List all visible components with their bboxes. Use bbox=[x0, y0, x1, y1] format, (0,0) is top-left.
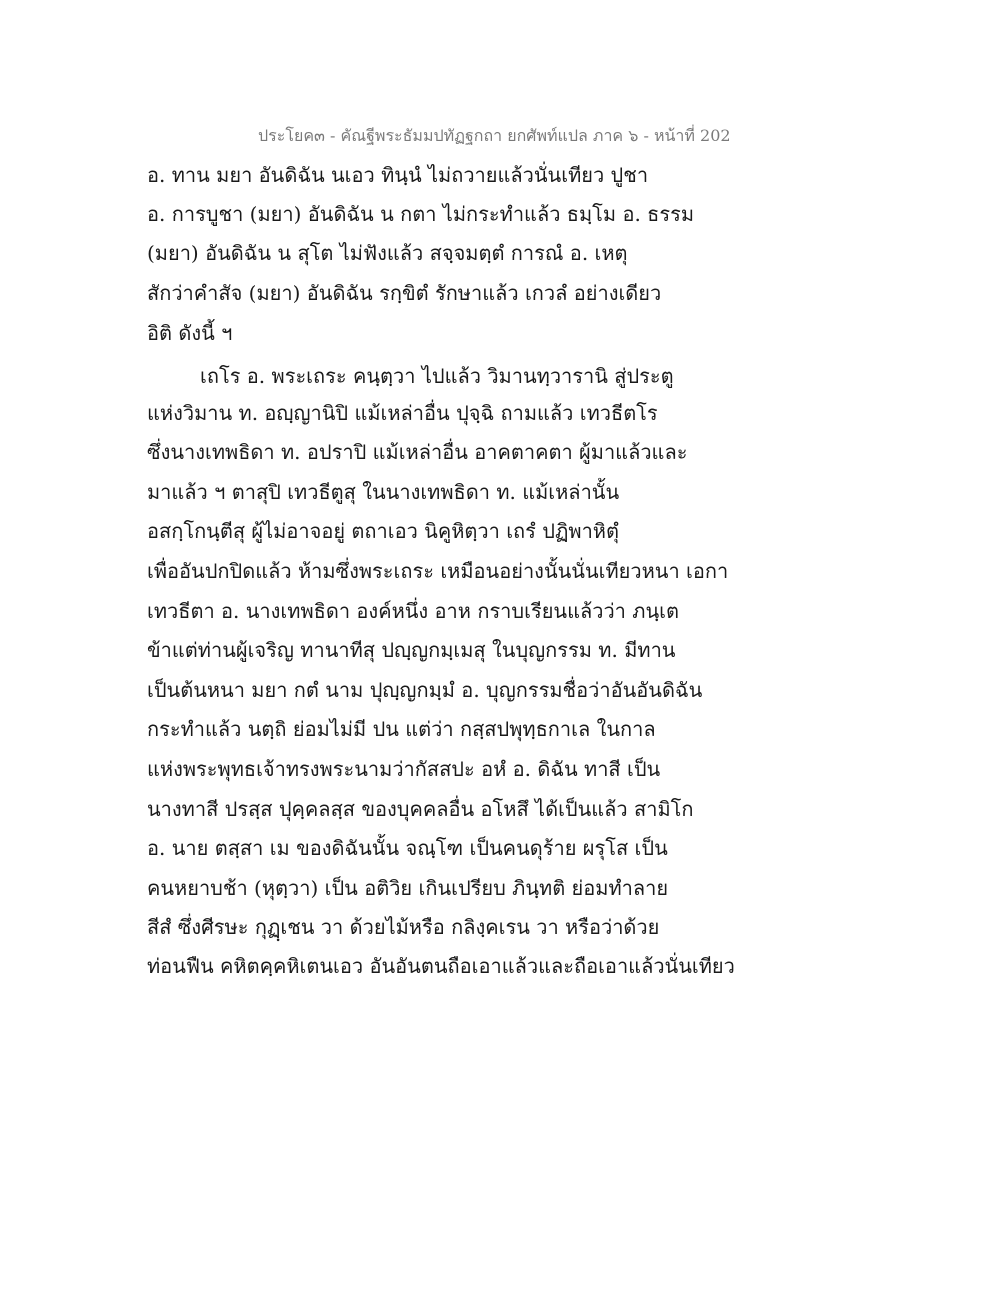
text-line: คนหยาบช้า (หุตฺวา) เป็น อติวิย เกินเปรียบ ภินฺทติ ย่อมทำลาย bbox=[147, 876, 669, 900]
text-line: เป็นต้นหนา มยา กตํ นาม ปุญฺญกมฺมํ อ. บุญกรรมชื่อว่าอันอันดิฉัน bbox=[147, 678, 703, 702]
text-line: อ. ทาน มยา อันดิฉัน นเอว ทินฺนํ ไม่ถวายแล้วนั่นเทียว ปูชา bbox=[147, 163, 649, 187]
text-line: กระทำแล้ว นตฺถิ ย่อมไม่มี ปน แต่ว่า กสฺสปพุทฺธกาเล ในกาล bbox=[147, 717, 656, 741]
text-line: อิติ ดังนี้ ฯ bbox=[147, 321, 233, 345]
text-line: ท่อนฟืน คหิตคฺคหิเตนเอว อันอันตนถือเอาแล้วและถือเอาแล้วนั่นเทียว bbox=[147, 954, 735, 978]
text-line: สักว่าคำสัจ (มยา) อันดิฉัน รกฺขิตํ รักษาแล้ว เกวลํ อย่างเดียว bbox=[147, 281, 662, 305]
text-line: อ. นาย ตสฺสา เม ของดิฉันนั้น จณฺโฑ เป็นคนดุร้าย ผรุโส เป็น bbox=[147, 836, 668, 860]
text-line: เพื่ออันปกปิดแล้ว ห้ามซึ่งพระเถระ เหมือนอย่างนั้นนั่นเทียวหนา เอกา bbox=[147, 559, 729, 583]
text-line: อ. การบูชา (มยา) อันดิฉัน น กตา ไม่กระทำแล้ว ธมฺโม อ. ธรรม bbox=[147, 202, 695, 226]
text-line: เทวธีตา อ. นางเทพธิดา องค์หนึ่ง อาห กราบเรียนแล้วว่า ภนฺเต bbox=[147, 599, 679, 623]
text-line: ข้าแต่ท่านผู้เจริญ ทานาทีสุ ปญฺญกมฺเมสุ ในบุญกรรม ท. มีทาน bbox=[147, 638, 676, 662]
page-running-header: ประโยค๓ - คัณฐีพระธัมมปทัฏฐกถา ยกศัพท์แปล ภาค ๖ - หน้าที่ 202 bbox=[258, 126, 731, 145]
text-line: แห่งวิมาน ท. อญฺญานิปิ แม้เหล่าอื่น ปุจฺฉิ ถามแล้ว เทวธีตโร bbox=[147, 401, 658, 425]
text-line: มาแล้ว ฯ ตาสุปิ เทวธีตูสุ ในนางเทพธิดา ท. แม้เหล่านั้น bbox=[147, 480, 620, 504]
paragraph-first-line: เถโร อ. พระเถระ คนฺตฺวา ไปแล้ว วิมานทฺวารานิ สู่ประตู bbox=[200, 364, 674, 388]
text-line: ซึ่งนางเทพธิดา ท. อปราปิ แม้เหล่าอื่น อาคตาคตา ผู้มาแล้วและ bbox=[147, 440, 688, 464]
text-line: นางทาสี ปรสฺส ปุคฺคลสฺส ของบุคคลอื่น อโหสึ ได้เป็นแล้ว สามิโก bbox=[147, 797, 694, 821]
text-line: สีสํ ซึ่งศีรษะ กุฏฺเชน วา ด้วยไม้หรือ กลิงฺคเรน วา หรือว่าด้วย bbox=[147, 915, 660, 939]
text-line: แห่งพระพุทธเจ้าทรงพระนามว่ากัสสปะ อหํ อ. ดิฉัน ทาสี เป็น bbox=[147, 757, 661, 781]
text-line: อสกฺโกนฺตีสุ ผู้ไม่อาจอยู่ ตถาเอว นิคูหิตฺวา เถรํ ปฏิพาหิตุํ bbox=[147, 519, 619, 543]
text-line: (มยา) อันดิฉัน น สุโต ไม่ฟังแล้ว สจฺจมตฺตํ การณํ อ. เหตุ bbox=[147, 241, 628, 265]
